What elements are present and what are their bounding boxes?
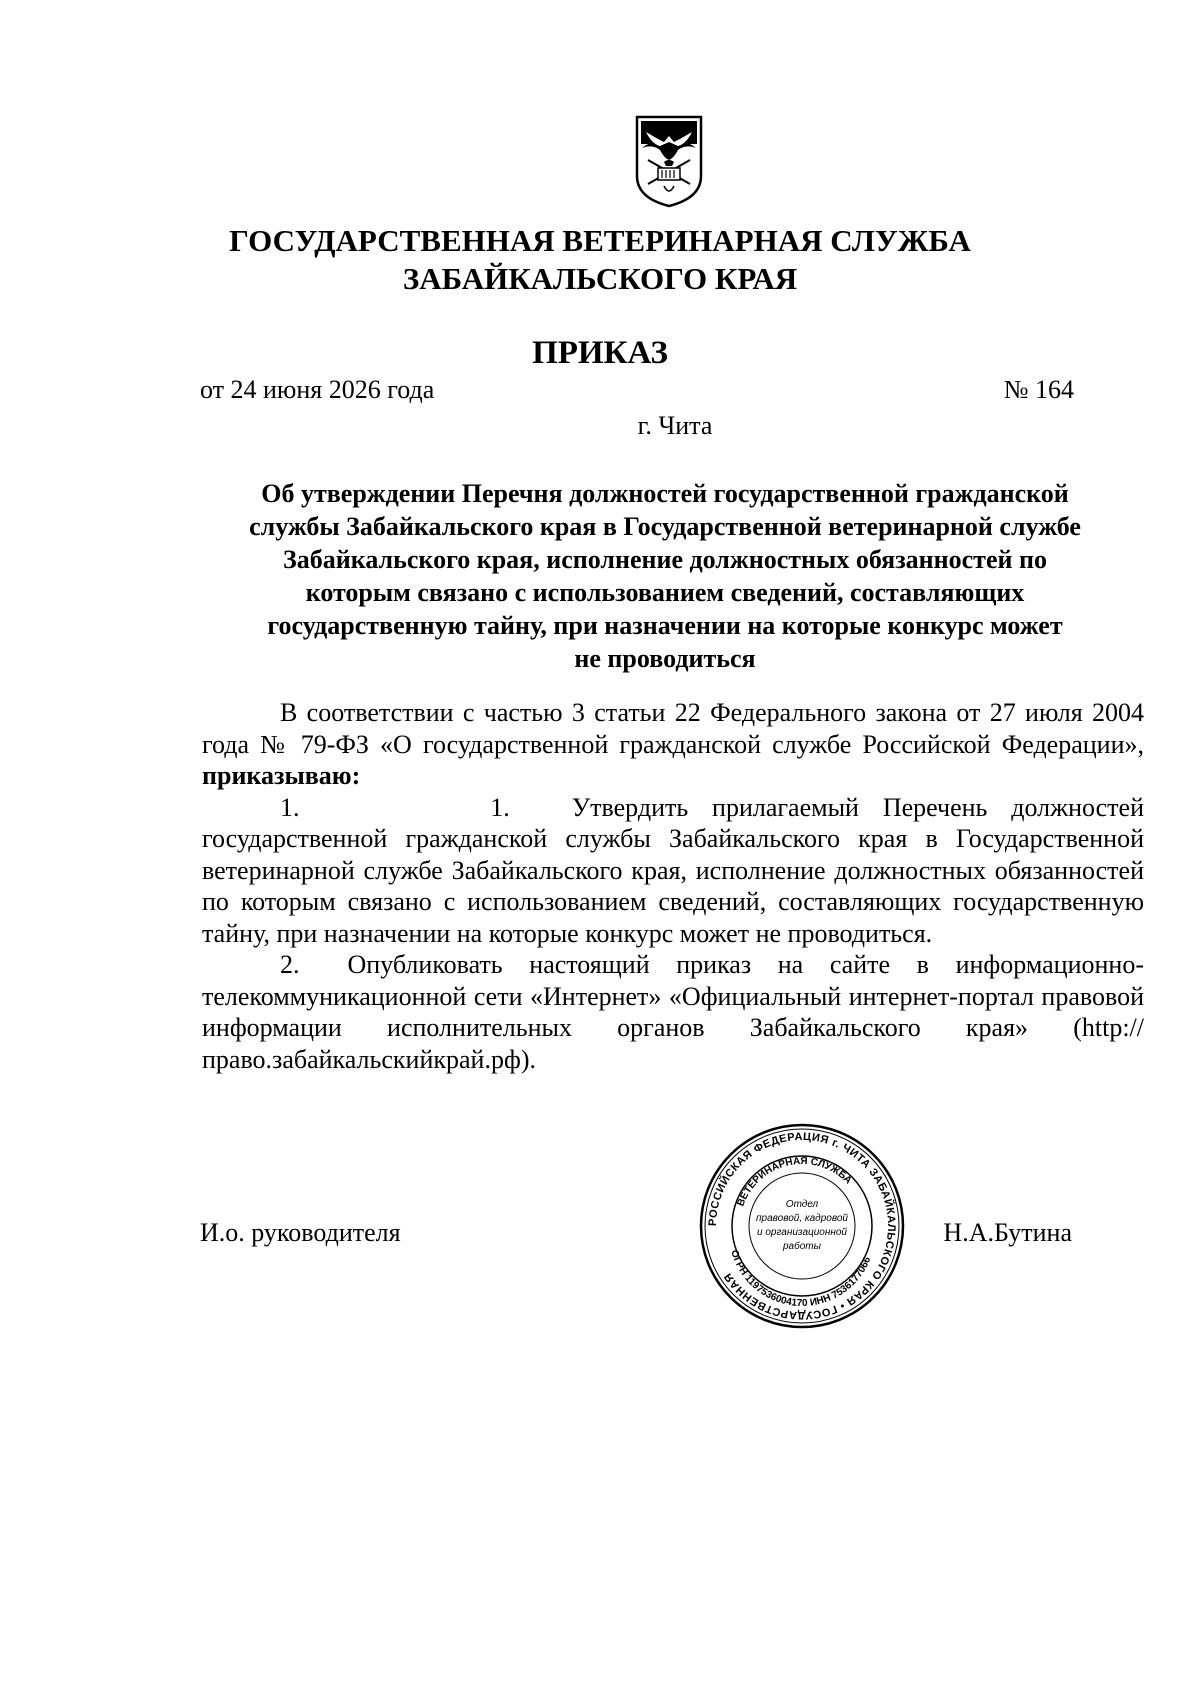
item-1 xyxy=(202,792,1144,950)
item-1-text: Утвердить прилагаемый Перечень должностей государственной гражданской службы Забайкальского края в Государственной ветеринарной службе Забайкальского края, исполнение должностных обязанностей по которым связано с использованием сведений, составляющих государственную тайну, при назначении на которые конкурс может не проводиться. xyxy=(202,792,1144,948)
zabaikalsky-krai-coat-of-arms-icon xyxy=(634,114,704,208)
subject-line: государственную тайну, при назначении на которые конкурс может xyxy=(267,611,1063,640)
item-2-number: 2. xyxy=(280,950,300,979)
subject-line: Забайкальского края, исполнение должностных обязанностей по xyxy=(283,545,1047,574)
subject-line: Об утверждении Перечня должностей государственной гражданской xyxy=(261,479,1069,508)
document-number: № 164 xyxy=(1003,375,1074,404)
item-2 xyxy=(202,949,1144,1075)
signatory-position: И.о. руководителя xyxy=(200,1218,401,1247)
organization-name-line2: ЗАБАЙКАЛЬСКОГО КРАЯ xyxy=(402,261,798,296)
subject-line: которым связано с использованием сведений, составляющих xyxy=(305,578,1025,607)
document-type: ПРИКАЗ xyxy=(532,335,668,371)
preamble-text: В соответствии с частью 3 статьи 22 Федерального закона от 27 июля 2004 года № 79-ФЗ «О государственной гражданской службе Российской Федерации», xyxy=(202,698,1144,759)
item-1-number: 1. 1. xyxy=(280,792,510,822)
seal-center-line: Отдел xyxy=(785,1199,819,1210)
seal-center-line: и организационной xyxy=(757,1227,847,1238)
document-body xyxy=(202,697,1144,1075)
official-round-seal-icon xyxy=(697,1121,907,1331)
order-word: приказываю: xyxy=(202,761,361,790)
signatory-name: Н.А.Бутина xyxy=(943,1218,1072,1247)
document-date: от 24 июня 2026 года xyxy=(200,375,435,404)
seal-bottom-text: ОГРН 1197536004170 ИНН 7536177066 xyxy=(728,1248,874,1310)
seal-inner-text: ВЕТЕРИНАРНАЯ СЛУЖБА xyxy=(735,1155,854,1208)
organization-name-line1: ГОСУДАРСТВЕННАЯ ВЕТЕРИНАРНАЯ СЛУЖБА xyxy=(229,223,971,258)
organization-name xyxy=(0,222,1200,298)
seal-center-line: работы xyxy=(783,1241,821,1252)
preamble-paragraph xyxy=(202,697,1144,792)
document-city: г. Чита xyxy=(637,411,713,440)
seal-center-line: правовой, кадровой xyxy=(756,1213,848,1224)
seal-outer-text: РОССИЙСКАЯ ФЕДЕРАЦИЯ г. ЧИТА ЗАБАЙКАЛЬСКОГО КРАЯ • ГОСУДАРСТВЕННАЯ xyxy=(706,1130,898,1322)
subject-line: службы Забайкальского края в Государственной ветеринарной службе xyxy=(249,512,1081,541)
document-subject xyxy=(200,477,1130,675)
subject-line: не проводиться xyxy=(574,644,756,673)
item-2-text: Опубликовать настоящий приказ на сайте в информационно-телекоммуникационной сети «Интернет» «Официальный интернет-портал правовой информации исполнительных органов Забайкальского края» (http://право.забайкальскийкрай.рф). xyxy=(202,950,1144,1074)
